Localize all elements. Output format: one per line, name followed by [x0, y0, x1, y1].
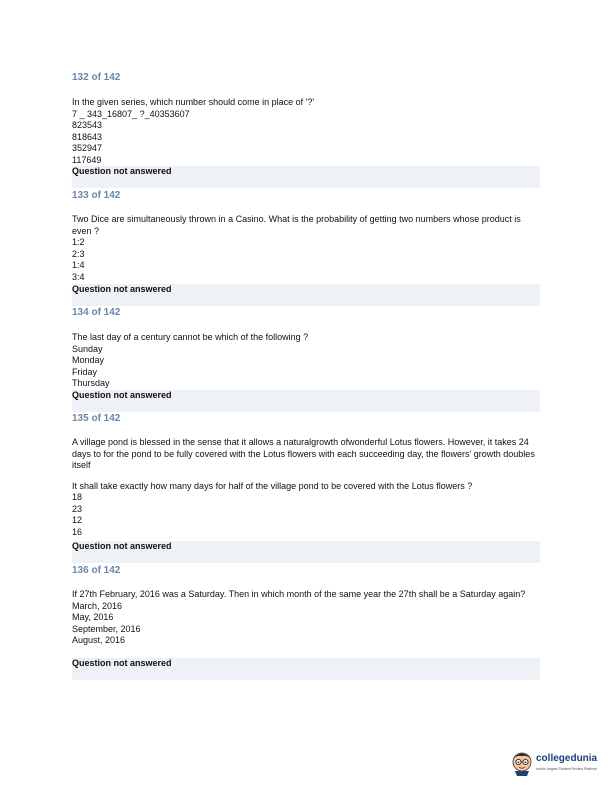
option-1: 18	[72, 492, 83, 502]
option-2: Monday	[72, 355, 105, 365]
option-4: 117649	[72, 154, 102, 165]
mascot-icon	[510, 750, 534, 776]
option-3: 1:4	[72, 260, 85, 270]
option-1: March, 2016	[72, 600, 123, 611]
question-text: Two Dice are simultaneously thrown in a Casino. What is the probability of getting two numbers whose product is even ?	[72, 214, 521, 236]
option-2: May, 2016	[72, 612, 114, 622]
answer-status: Question not answered	[72, 658, 172, 668]
option-3: 352947	[72, 143, 103, 153]
question-text: If 27th February, 2016 was a Saturday. Then in which month of the same year the 27th shall be a Saturday again?	[72, 589, 526, 599]
question-text: A village pond is blessed in the sense that it allows a naturalgrowth ofwonderful Lotus flowers. However, it takes 24 days to for the pond to be fully covered with the Lotus flowers with each succeeding day, the flowers' growth doubles itself	[72, 437, 535, 470]
option-4: Thursday	[72, 378, 110, 388]
logo-tagline: India's largest Student Review Platform	[536, 767, 597, 771]
option-2: 2:3	[72, 248, 85, 259]
question-number: 132 of 142	[72, 72, 121, 83]
answer-status: Question not answered	[72, 284, 172, 294]
question-text: The last day of a century cannot be which of the following ?	[72, 332, 309, 342]
question-number: 134 of 142	[72, 307, 121, 318]
question-text-prompt: It shall take exactly how many days for half of the village pond to be covered with the Lotus flowers ?	[72, 480, 473, 491]
option-4: 3:4	[72, 271, 85, 282]
option-3: Friday	[72, 366, 98, 377]
option-1: 823543	[72, 120, 103, 130]
option-1: Sunday	[72, 343, 103, 354]
question-text-series: 7 _ 343_16807_ ?_40353607	[72, 108, 190, 119]
option-4: August, 2016	[72, 635, 126, 645]
option-4: 16	[72, 526, 83, 537]
question-text: In the given series, which number should come in place of '?'	[72, 97, 315, 107]
status-bar	[72, 541, 540, 563]
status-bar	[72, 390, 540, 412]
answer-status: Question not answered	[72, 541, 172, 551]
question-number: 133 of 142	[72, 190, 121, 201]
option-3: September, 2016	[72, 623, 141, 634]
status-bar	[72, 284, 540, 306]
collegedunia-logo	[510, 748, 610, 778]
option-2: 818643	[72, 131, 103, 142]
answer-status: Question not answered	[72, 166, 172, 176]
logo-name: collegedunia	[536, 753, 598, 764]
option-2: 23	[72, 503, 83, 514]
option-3: 12	[72, 515, 83, 525]
question-number: 135 of 142	[72, 413, 121, 424]
question-number: 136 of 142	[72, 565, 121, 576]
status-bar	[72, 658, 540, 680]
status-bar	[72, 166, 540, 188]
option-1: 1:2	[72, 237, 85, 247]
answer-status: Question not answered	[72, 390, 172, 400]
